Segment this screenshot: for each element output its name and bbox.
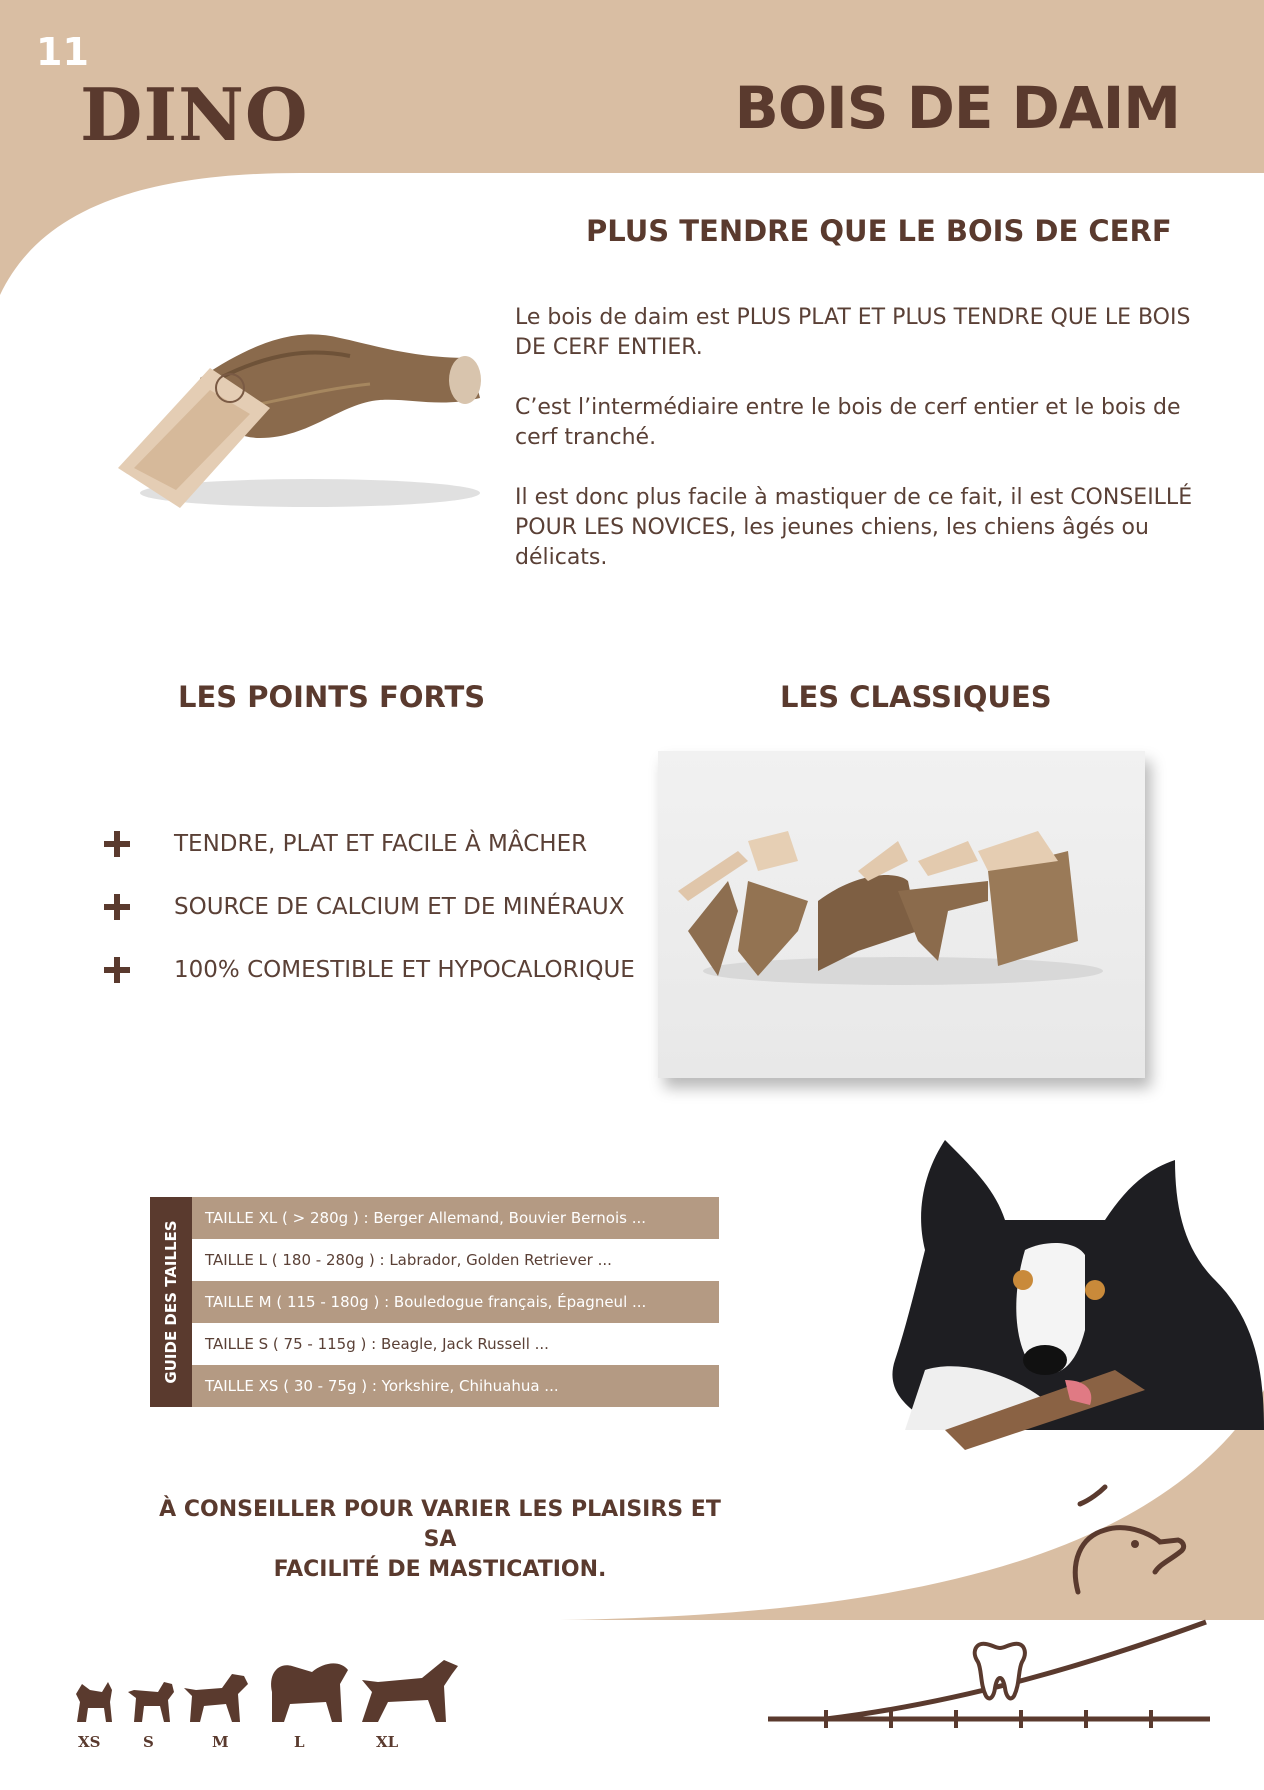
dog-logo-icon	[1060, 1482, 1190, 1597]
table-row: TAILLE M ( 115 - 180g ) : Bouledogue français, Épagneul ...	[192, 1281, 719, 1323]
size-letter: XS	[78, 1733, 101, 1751]
size-guide-label	[150, 1197, 192, 1407]
table-row: TAILLE XL ( > 280g ) : Berger Allemand, Bouvier Bernois ...	[192, 1197, 719, 1239]
table-row: TAILLE L ( 180 - 280g ) : Labrador, Golden Retriever ...	[192, 1239, 719, 1281]
list-item	[104, 812, 635, 875]
intro-paragraph: Il est donc plus facile à mastiquer de ce fait, il est CONSEILLÉ POUR LES NOVICES, les jeunes chiens, les chiens âgés ou délicats.	[515, 485, 1193, 570]
page-number: 11	[36, 30, 89, 74]
dog-m-icon	[184, 1674, 248, 1722]
tooth-icon	[975, 1644, 1025, 1699]
list-item	[104, 938, 635, 1001]
dog-photo	[885, 1130, 1264, 1460]
dog-l-icon	[271, 1663, 348, 1722]
hardness-scale	[766, 1612, 1216, 1732]
strength-text: TENDRE, PLAT ET FACILE À MÂCHER	[174, 830, 588, 857]
strengths-list	[104, 812, 635, 1001]
size-letter: S	[143, 1733, 154, 1751]
conclusion-line: FACILITÉ DE MASTICATION.	[273, 1557, 607, 1582]
dog-size-icons	[72, 1652, 462, 1732]
classics-photo	[658, 751, 1145, 1078]
strength-text: SOURCE DE CALCIUM ET DE MINÉRAUX	[174, 893, 625, 920]
intro-paragraph: C’est l’intermédiaire entre le bois de cerf entier et le bois de cerf tranché.	[515, 395, 1181, 450]
strength-text: 100% COMESTIBLE ET HYPOCALORIQUE	[174, 956, 635, 983]
conclusion-line: À CONSEILLER POUR VARIER LES PLAISIRS ET SA	[159, 1497, 721, 1552]
intro-headline: PLUS TENDRE QUE LE BOIS DE CERF	[586, 214, 1172, 248]
classics-title: LES CLASSIQUES	[780, 680, 1052, 714]
dog-xs-icon	[76, 1682, 112, 1722]
dog-xl-icon	[362, 1660, 458, 1722]
size-letter: L	[294, 1733, 305, 1751]
strengths-title: LES POINTS FORTS	[178, 680, 486, 714]
table-row: TAILLE XS ( 30 - 75g ) : Yorkshire, Chihuahua ...	[192, 1365, 719, 1407]
intro-paragraph: Le bois de daim est PLUS PLAT ET PLUS TENDRE QUE LE BOIS DE CERF ENTIER.	[515, 305, 1191, 360]
size-guide-table	[150, 1197, 719, 1407]
size-letter: M	[212, 1733, 229, 1751]
plus-icon	[104, 957, 130, 983]
page-title: BOIS DE DAIM	[734, 74, 1180, 142]
table-row: TAILLE S ( 75 - 115g ) : Beagle, Jack Russell ...	[192, 1323, 719, 1365]
product-image	[110, 318, 490, 518]
conclusion-text	[150, 1495, 730, 1585]
size-letter: XL	[376, 1733, 399, 1751]
brand-logo: DINO	[80, 72, 309, 157]
size-guide-label-text: GUIDE DES TAILLES	[162, 1220, 180, 1384]
list-item	[104, 875, 635, 938]
plus-icon	[104, 894, 130, 920]
plus-icon	[104, 831, 130, 857]
intro-text	[515, 303, 1195, 603]
dog-s-icon	[128, 1682, 174, 1722]
